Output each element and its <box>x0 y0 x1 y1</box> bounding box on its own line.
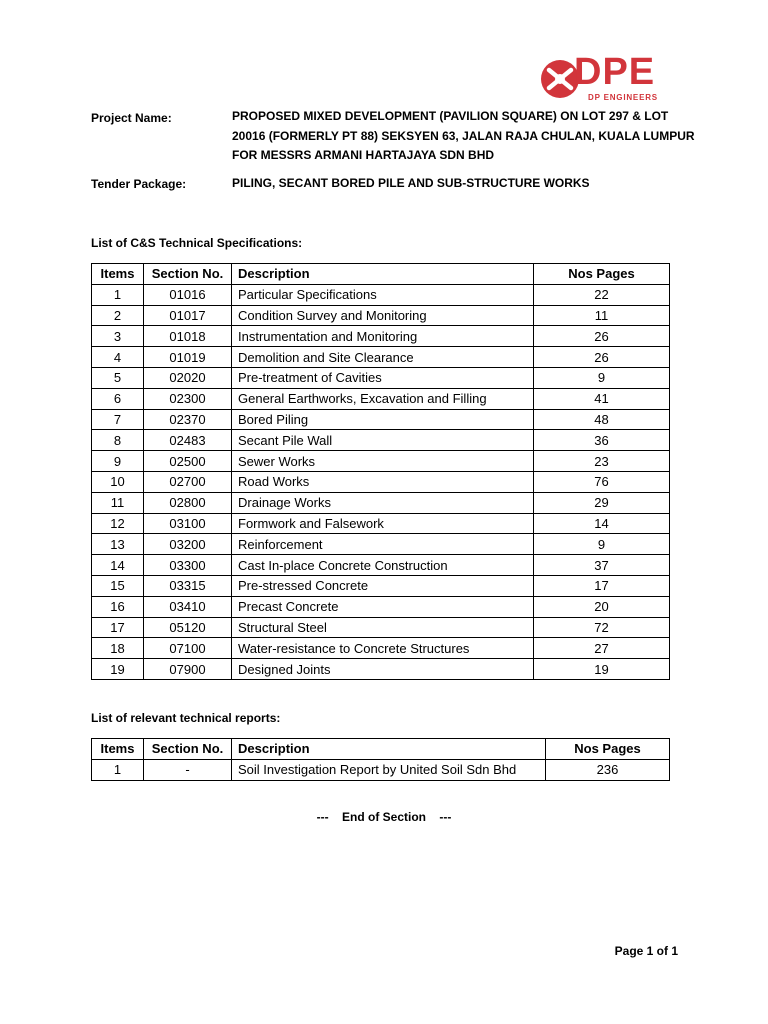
section-number-cell: 07100 <box>144 638 232 659</box>
description-cell: Road Works <box>232 471 534 492</box>
item-number-cell: 10 <box>92 471 144 492</box>
project-name-line: FOR MESSRS ARMANI HARTAJAYA SDN BHD <box>232 148 495 162</box>
header-items: Items <box>92 739 144 760</box>
section-number-cell: 02500 <box>144 451 232 472</box>
item-number-cell: 12 <box>92 513 144 534</box>
item-number-cell: 9 <box>92 451 144 472</box>
item-number-cell: 15 <box>92 575 144 596</box>
item-number-cell: 5 <box>92 367 144 388</box>
tender-package-value: PILING, SECANT BORED PILE AND SUB-STRUCTURE WORKS <box>232 176 590 190</box>
description-cell: Instrumentation and Monitoring <box>232 326 534 347</box>
section-number-cell: 01017 <box>144 305 232 326</box>
section-number-cell: 01019 <box>144 347 232 368</box>
header-section-no: Section No. <box>144 264 232 285</box>
nos-pages-cell: 29 <box>534 492 670 513</box>
header-items: Items <box>92 264 144 285</box>
logo-subtitle: DP ENGINEERS <box>588 93 658 102</box>
table-row <box>92 513 670 534</box>
nos-pages-cell: 48 <box>534 409 670 430</box>
table-row <box>92 367 670 388</box>
description-cell: Particular Specifications <box>232 284 534 305</box>
table-row <box>92 284 670 305</box>
table-row <box>92 759 670 780</box>
project-name-label: Project Name: <box>91 111 172 125</box>
section-number-cell: 03200 <box>144 534 232 555</box>
section-number-cell: 02370 <box>144 409 232 430</box>
table-row <box>92 430 670 451</box>
item-number-cell: 16 <box>92 596 144 617</box>
nos-pages-cell: 76 <box>534 471 670 492</box>
section-number-cell: 01016 <box>144 284 232 305</box>
logo-text: DPE <box>574 51 656 93</box>
description-cell: General Earthworks, Excavation and Filling <box>232 388 534 409</box>
table-row <box>92 659 670 680</box>
description-cell: Drainage Works <box>232 492 534 513</box>
section-number-cell: 02483 <box>144 430 232 451</box>
project-name-value <box>232 107 702 166</box>
project-name-line: 20016 (FORMERLY PT 88) SEKSYEN 63, JALAN RAJA CHULAN, KUALA LUMPUR <box>232 128 695 143</box>
table-row <box>92 305 670 326</box>
table-row <box>92 388 670 409</box>
description-cell: Bored Piling <box>232 409 534 430</box>
description-cell: Pre-treatment of Cavities <box>232 367 534 388</box>
section-number-cell: 02300 <box>144 388 232 409</box>
table-row <box>92 575 670 596</box>
item-number-cell: 13 <box>92 534 144 555</box>
header-section-no: Section No. <box>144 739 232 760</box>
spec-table-header <box>92 264 670 285</box>
table-row <box>92 534 670 555</box>
nos-pages-cell: 11 <box>534 305 670 326</box>
nos-pages-cell: 26 <box>534 326 670 347</box>
table-row <box>92 492 670 513</box>
item-number-cell: 4 <box>92 347 144 368</box>
nos-pages-cell: 27 <box>534 638 670 659</box>
section-number-cell: 01018 <box>144 326 232 347</box>
section-number-cell: 03100 <box>144 513 232 534</box>
header-nos-pages: Nos Pages <box>546 739 670 760</box>
item-number-cell: 17 <box>92 617 144 638</box>
nos-pages-cell: 20 <box>534 596 670 617</box>
nos-pages-cell: 236 <box>546 759 670 780</box>
description-cell: Structural Steel <box>232 617 534 638</box>
table-row <box>92 347 670 368</box>
item-number-cell: 14 <box>92 555 144 576</box>
report-list-title: List of relevant technical reports: <box>91 711 281 725</box>
nos-pages-cell: 9 <box>534 367 670 388</box>
header-description: Description <box>232 739 546 760</box>
section-number-cell: 07900 <box>144 659 232 680</box>
table-row <box>92 471 670 492</box>
section-number-cell: - <box>144 759 232 780</box>
item-number-cell: 11 <box>92 492 144 513</box>
description-cell: Formwork and Falsework <box>232 513 534 534</box>
nos-pages-cell: 17 <box>534 575 670 596</box>
nos-pages-cell: 9 <box>534 534 670 555</box>
end-of-section: --- End of Section --- <box>316 810 452 824</box>
table-row <box>92 451 670 472</box>
report-table <box>91 738 670 781</box>
header-nos-pages: Nos Pages <box>534 264 670 285</box>
page-number: Page 1 of 1 <box>614 944 678 958</box>
description-cell: Secant Pile Wall <box>232 430 534 451</box>
description-cell: Demolition and Site Clearance <box>232 347 534 368</box>
description-cell: Cast In-place Concrete Construction <box>232 555 534 576</box>
section-number-cell: 05120 <box>144 617 232 638</box>
project-name-line: PROPOSED MIXED DEVELOPMENT (PAVILION SQUARE) ON LOT 297 & LOT <box>232 109 669 123</box>
section-number-cell: 03315 <box>144 575 232 596</box>
description-cell: Reinforcement <box>232 534 534 555</box>
item-number-cell: 19 <box>92 659 144 680</box>
description-cell: Water-resistance to Concrete Structures <box>232 638 534 659</box>
item-number-cell: 1 <box>92 759 144 780</box>
report-table-header <box>92 739 670 760</box>
nos-pages-cell: 37 <box>534 555 670 576</box>
nos-pages-cell: 36 <box>534 430 670 451</box>
header-description: Description <box>232 264 534 285</box>
nos-pages-cell: 23 <box>534 451 670 472</box>
table-row <box>92 326 670 347</box>
description-cell: Condition Survey and Monitoring <box>232 305 534 326</box>
section-number-cell: 02800 <box>144 492 232 513</box>
description-cell: Soil Investigation Report by United Soil Sdn Bhd <box>232 759 546 780</box>
spec-list-title: List of C&S Technical Specifications: <box>91 236 303 250</box>
section-number-cell: 02700 <box>144 471 232 492</box>
item-number-cell: 6 <box>92 388 144 409</box>
item-number-cell: 2 <box>92 305 144 326</box>
nos-pages-cell: 14 <box>534 513 670 534</box>
nos-pages-cell: 19 <box>534 659 670 680</box>
item-number-cell: 8 <box>92 430 144 451</box>
description-cell: Sewer Works <box>232 451 534 472</box>
item-number-cell: 1 <box>92 284 144 305</box>
nos-pages-cell: 72 <box>534 617 670 638</box>
item-number-cell: 18 <box>92 638 144 659</box>
company-logo <box>540 51 672 106</box>
table-row <box>92 596 670 617</box>
spec-table <box>91 263 670 680</box>
nos-pages-cell: 26 <box>534 347 670 368</box>
section-number-cell: 02020 <box>144 367 232 388</box>
description-cell: Precast Concrete <box>232 596 534 617</box>
table-row <box>92 409 670 430</box>
nos-pages-cell: 22 <box>534 284 670 305</box>
nos-pages-cell: 41 <box>534 388 670 409</box>
item-number-cell: 3 <box>92 326 144 347</box>
section-number-cell: 03300 <box>144 555 232 576</box>
table-row <box>92 617 670 638</box>
table-row <box>92 638 670 659</box>
section-number-cell: 03410 <box>144 596 232 617</box>
item-number-cell: 7 <box>92 409 144 430</box>
description-cell: Designed Joints <box>232 659 534 680</box>
description-cell: Pre-stressed Concrete <box>232 575 534 596</box>
table-row <box>92 555 670 576</box>
tender-package-label: Tender Package: <box>91 177 187 191</box>
